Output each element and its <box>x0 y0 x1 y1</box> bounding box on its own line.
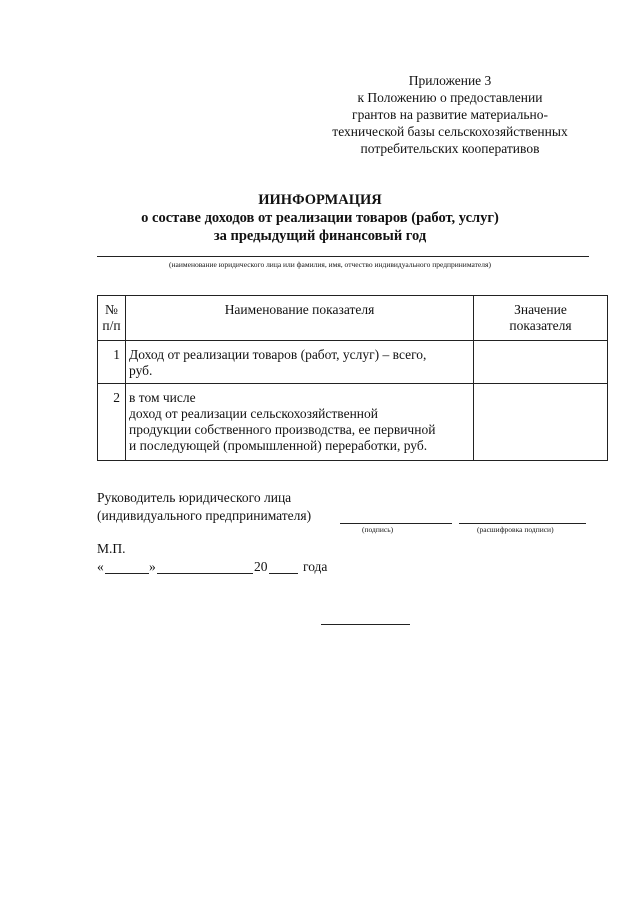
row-name-line: доход от реализации сельскохозяйственной <box>129 406 378 421</box>
appendix-line-2: к Положению о предоставлении <box>357 90 543 105</box>
row-name-cell <box>126 341 474 384</box>
title-line-3: за предыдущий финансовый год <box>213 228 427 244</box>
signature-caption: (подпись) <box>362 525 394 534</box>
title-line-1: ИИНФОРМАЦИЯ <box>258 192 382 208</box>
date-close-quote: » <box>149 559 156 574</box>
header-number-line-1: № <box>105 302 118 317</box>
row-number: 2 <box>113 390 120 405</box>
year-field[interactable] <box>269 573 298 574</box>
row-value-cell[interactable] <box>474 384 608 461</box>
header-number-line-2: п/п <box>102 318 121 333</box>
appendix-line-1: Приложение 3 <box>408 73 492 88</box>
appendix-header <box>300 72 600 157</box>
date-open-quote: « <box>97 559 104 574</box>
row-name-line: Доход от реализации товаров (работ, услуг) – всего, <box>129 347 427 362</box>
bottom-rule <box>321 624 410 625</box>
entity-name-caption: (наименование юридического лица или фамилия, имя, отчество индивидуального предпринимателя) <box>169 260 491 269</box>
date-century: 20 <box>254 559 268 574</box>
header-indicator-value <box>474 296 608 341</box>
appendix-line-5: потребительских кооперативов <box>360 141 540 156</box>
table-row <box>98 384 608 461</box>
signature-decode-caption: (расшифровка подписи) <box>477 525 554 534</box>
signature-role-line-1: Руководитель юридического лица <box>97 490 292 505</box>
document-title <box>0 191 640 245</box>
row-name-line: в том числе <box>129 390 196 405</box>
row-value <box>474 341 607 347</box>
signature-role-line-2: (индивидуального предпринимателя) <box>97 508 312 523</box>
day-field[interactable] <box>105 573 149 574</box>
header-value-line-2: показателя <box>509 318 572 333</box>
table-row <box>98 341 608 384</box>
appendix-line-4: технической базы сельскохозяйственных <box>332 124 568 139</box>
row-name-line: руб. <box>129 363 153 378</box>
signature-block <box>97 489 597 534</box>
stamp-date-block <box>97 540 397 576</box>
table-header-row <box>98 296 608 341</box>
income-table <box>97 295 608 461</box>
row-number: 1 <box>113 347 120 362</box>
header-indicator-name <box>126 296 474 341</box>
title-line-2: о составе доходов от реализации товаров (работ, услуг) <box>141 210 499 226</box>
row-value-cell[interactable] <box>474 341 608 384</box>
header-value-line-1: Значение <box>514 302 567 317</box>
stamp-mark: М.П. <box>97 541 126 556</box>
row-number-cell <box>98 384 126 461</box>
signature-decode-field[interactable] <box>459 523 586 524</box>
signature-field[interactable] <box>340 523 452 524</box>
month-field[interactable] <box>157 573 253 574</box>
date-line <box>97 558 397 576</box>
header-indicator-name-text: Наименование показателя <box>224 302 375 317</box>
appendix-line-3: грантов на развитие материально- <box>352 107 548 122</box>
header-number <box>98 296 126 341</box>
row-number-cell <box>98 341 126 384</box>
row-value <box>474 384 607 390</box>
entity-name-line <box>97 256 589 257</box>
row-name-cell <box>126 384 474 461</box>
row-name-line: и последующей (промышленной) переработки, руб. <box>129 438 428 453</box>
row-name-line: продукции собственного производства, ее первичной <box>129 422 436 437</box>
date-year-word: года <box>303 559 328 574</box>
